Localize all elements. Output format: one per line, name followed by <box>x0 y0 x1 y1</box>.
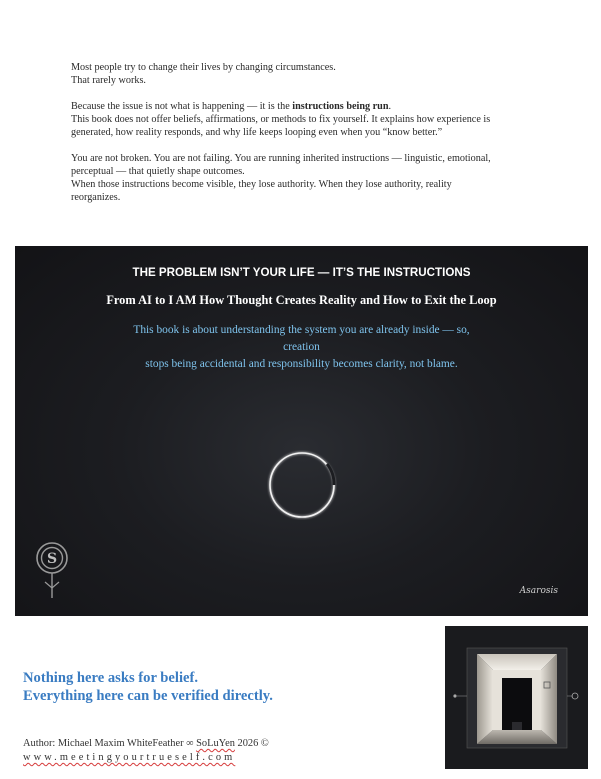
author-year: 2026 © <box>234 738 269 749</box>
intro-line: When those instructions become visible, they lose authority. When they lose authority, reality <box>71 179 452 190</box>
book-banner <box>15 246 588 616</box>
intro-paragraph-2 <box>71 100 541 139</box>
banner-subtitle: From AI to I AM How Thought Creates Reality and How to Exit the Loop <box>106 293 497 307</box>
intro-paragraph-3 <box>71 152 541 204</box>
banner-desc-line: stops being accidental and responsibility becomes clarity, not blame. <box>145 358 458 370</box>
doorway-icon <box>445 626 588 769</box>
intro-line: perceptual — that quietly shape outcomes. <box>71 166 245 177</box>
author-brand: SoLuYen <box>196 738 235 749</box>
intro-text <box>71 61 541 217</box>
intro-line: You are not broken. You are not failing. You are running inherited instructions — linguistic, emotional, <box>71 153 491 164</box>
author-credit <box>23 738 269 749</box>
tagline <box>23 669 273 705</box>
banner-description <box>115 322 488 373</box>
intro-line: This book does not offer beliefs, affirmations, or methods to fix yourself. It explains how experience is <box>71 114 491 125</box>
website-text: www.meetingyourtrueself.com <box>23 752 236 763</box>
intro-line: That rarely works. <box>71 75 146 86</box>
intro-line: Most people try to change their lives by changing circumstances. <box>71 62 336 73</box>
doorway-illustration <box>445 626 588 769</box>
website-link[interactable] <box>23 752 235 763</box>
intro-line-end: . <box>388 101 392 112</box>
soluyen-logo-icon <box>33 540 71 602</box>
artist-signature: Asarosis <box>519 586 558 596</box>
author-name: Author: Michael Maxim WhiteFeather ∞ <box>23 738 197 749</box>
intro-line: generated, how reality responds, and why life keeps looping even when you “know better.” <box>71 127 443 138</box>
banner-desc-line: This book is about understanding the system you are already inside — so, creation <box>133 324 470 353</box>
tagline-line-2: Everything here can be verified directly. <box>23 688 273 704</box>
svg-text:S: S <box>46 551 58 567</box>
tagline-line-1: Nothing here asks for belief. <box>23 670 198 686</box>
intro-paragraph-1 <box>71 61 541 87</box>
intro-line: Because the issue is not what is happening — it is the <box>71 101 293 112</box>
instructions-emphasis: instructions being run <box>292 101 389 112</box>
light-ring-icon <box>267 450 337 520</box>
intro-line: reorganizes. <box>71 192 121 203</box>
banner-title: THE PROBLEM ISN’T YOUR LIFE — IT’S THE INSTRUCTIONS <box>132 266 471 279</box>
